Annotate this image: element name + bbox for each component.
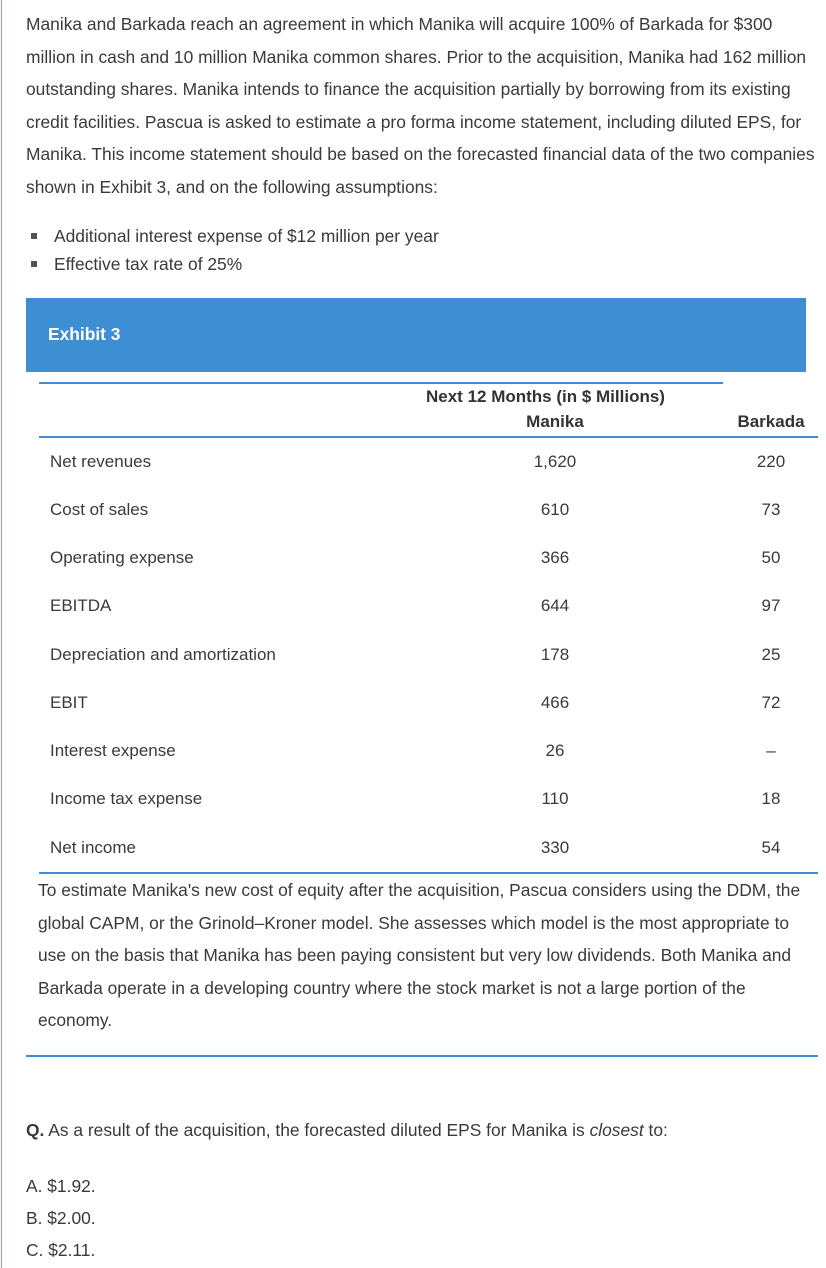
question-prefix: Q. [26, 1120, 45, 1140]
row-label: Interest expense [50, 741, 176, 760]
answer-options [26, 1170, 96, 1266]
barkada-value: 18 [761, 789, 781, 808]
barkada-value: 97 [761, 596, 781, 615]
intro-paragraph: Manika and Barkada reach an agreement in which Manika will acquire 100% of Barkada for $300 million in cash and 10 million Manika common shares. Prior to the acquisition, Manika had 162 million outstanding shares. Manika intends to finance the acquisition partially by borrowing from its existing credit facilities. Pascua is asked to estimate a pro forma income statement, including diluted EPS, for Manika. This income statement should be based on the forecasted financial data of the two companies shown in Exhibit 3, and on the following assumptions: [26, 14, 815, 197]
row-label: EBITDA [50, 596, 112, 615]
row-label: Net revenues [50, 452, 152, 471]
row-label: Net income [50, 838, 136, 857]
question-text [26, 1120, 668, 1141]
table-row [0, 596, 826, 626]
barkada-value: 73 [761, 500, 781, 519]
answer-option-a[interactable]: A. $1.92. [26, 1176, 96, 1196]
question-stem: As a result of the acquisition, the forecasted diluted EPS for Manika is [48, 1120, 590, 1140]
assumption-item [28, 250, 439, 278]
manika-value: 26 [545, 741, 565, 760]
barkada-value: 50 [761, 548, 781, 567]
section-divider [26, 1055, 818, 1057]
assumption-item [28, 222, 439, 250]
manika-value: 330 [540, 838, 570, 857]
row-label: Depreciation and amortization [50, 645, 276, 664]
table-row [0, 789, 826, 819]
table-row [0, 548, 826, 578]
manika-value: 110 [541, 789, 569, 808]
left-border-line [1, 0, 2, 1268]
cost-of-equity-paragraph: To estimate Manika's new cost of equity after the acquisition, Pascua considers using the DDM, the global CAPM, or the Grinold–Kroner model. She assesses which model is the most appropriate to use on the basis that Manika has been paying consistent but very low dividends. Both Manika and Barkada operate in a developing country where the stock market is not a large portion of the economy. [38, 880, 801, 1031]
manika-value: 1,620 [533, 452, 577, 471]
table-row [0, 500, 826, 530]
exhibit-title: Exhibit 3 [48, 324, 121, 344]
table-row [0, 693, 826, 723]
row-label: Cost of sales [50, 500, 149, 519]
question-emphasis: closest [589, 1120, 644, 1140]
barkada-value: 72 [761, 693, 781, 712]
manika-value: 610 [540, 500, 570, 519]
manika-value: 644 [540, 596, 570, 615]
manika-value: 366 [540, 548, 570, 567]
table-row [0, 838, 826, 868]
barkada-value: 220 [756, 452, 786, 471]
table-row [0, 452, 826, 482]
table-row [0, 741, 826, 771]
row-label: Operating expense [50, 548, 194, 567]
manika-value: 466 [540, 693, 570, 712]
table-row [0, 645, 826, 675]
barkada-value: 25 [761, 645, 781, 664]
square-bullet-icon [31, 233, 37, 239]
assumption-text: Additional interest expense of $12 million per year [54, 226, 439, 246]
column-header-barkada: Barkada [737, 412, 805, 431]
answer-option-b[interactable]: B. $2.00. [26, 1208, 96, 1228]
question-stem-end: to: [643, 1120, 668, 1140]
barkada-value: 54 [761, 838, 781, 857]
exhibit-banner [26, 298, 806, 372]
answer-option-c[interactable]: C. $2.11. [26, 1240, 96, 1260]
assumptions-list [28, 222, 439, 278]
barkada-value: – [766, 741, 776, 760]
assumption-text: Effective tax rate of 25% [54, 254, 243, 274]
row-label: Income tax expense [50, 789, 203, 808]
period-header: Next 12 Months (in $ Millions) [426, 387, 665, 406]
manika-value: 178 [540, 645, 570, 664]
square-bullet-icon [31, 261, 37, 267]
header-bottom-rule [39, 436, 818, 438]
header-top-rule [39, 382, 723, 384]
column-header-manika: Manika [526, 412, 584, 431]
row-label: EBIT [50, 693, 88, 712]
